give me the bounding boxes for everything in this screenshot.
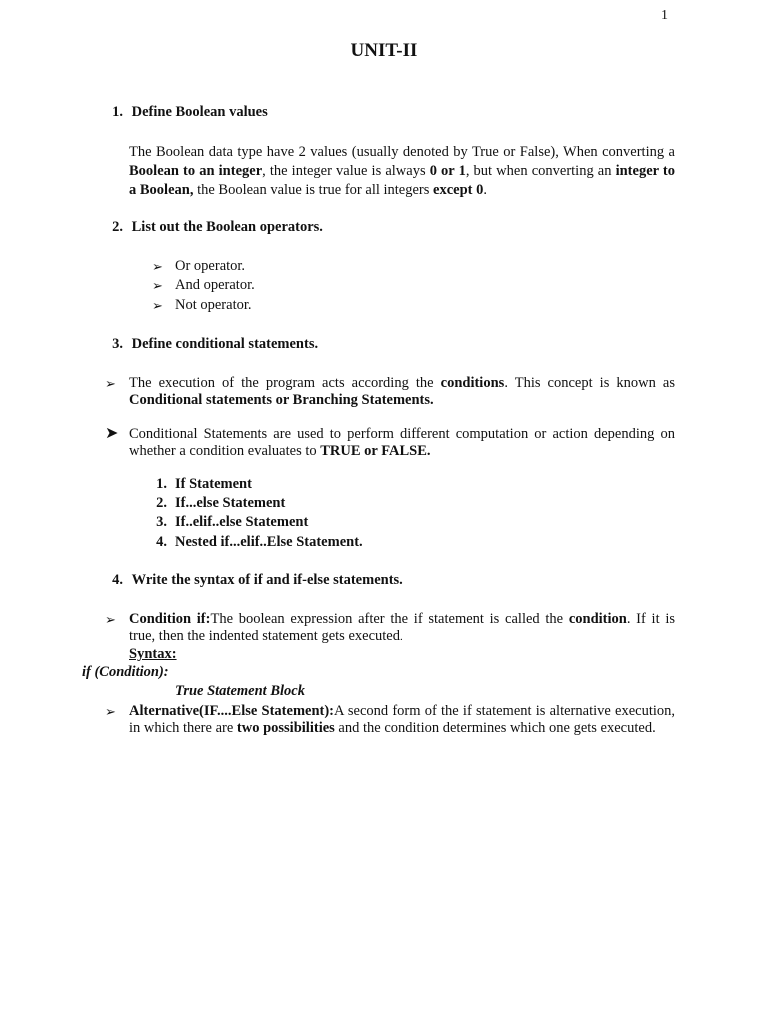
sublist-number: 4. bbox=[156, 534, 167, 550]
text: , but when converting an bbox=[465, 163, 616, 179]
bold-text: Alternative(IF....Else Statement): bbox=[129, 703, 335, 719]
question-heading-text: Write the syntax of if and if-else statements. bbox=[131, 572, 403, 588]
text: A second form of the if statement is alternative execution, in which there are bbox=[129, 703, 675, 736]
conditional-statements-paragraph bbox=[129, 426, 675, 460]
bold-text: 0 or 1 bbox=[429, 163, 466, 179]
text: Conditional Statements are used to perform different computation or action depending on whether a condition evaluates to bbox=[129, 426, 675, 459]
text: The execution of the program acts according the bbox=[129, 375, 441, 391]
bold-text: TRUE or FALSE. bbox=[320, 443, 431, 459]
text: The Boolean data type have 2 values (usually denoted by True or False), When converting a bbox=[129, 144, 675, 160]
bold-text: condition bbox=[568, 611, 627, 627]
operator-list-item: And operator. bbox=[175, 277, 255, 293]
boolean-values-paragraph bbox=[129, 143, 675, 200]
page-number: 1 bbox=[661, 8, 668, 23]
text: . This concept is known as bbox=[504, 375, 676, 391]
question-heading-text: Define Boolean values bbox=[131, 104, 268, 120]
arrowhead-bullet-icon: ➢ bbox=[105, 612, 116, 627]
sublist-item bbox=[151, 514, 308, 531]
conditions-paragraph bbox=[129, 375, 675, 409]
bold-text: integer to a Boolean, bbox=[129, 163, 675, 198]
bold-text: two possibilities bbox=[236, 720, 335, 736]
operator-list-item: Or operator. bbox=[175, 258, 246, 274]
arrowhead-bullet-icon: ➢ bbox=[152, 278, 163, 293]
syntax-label: Syntax: bbox=[129, 646, 177, 662]
sublist-item bbox=[151, 534, 363, 551]
syntax-code-line: if (Condition): bbox=[82, 664, 169, 680]
question-4-heading bbox=[101, 572, 403, 589]
sublist-number: 2. bbox=[156, 495, 167, 511]
question-heading-text: List out the Boolean operators. bbox=[131, 219, 323, 235]
question-3-heading bbox=[101, 336, 318, 353]
text: The boolean expression after the if statement is called the bbox=[210, 611, 569, 627]
text: . bbox=[483, 182, 487, 198]
question-number: 2. bbox=[112, 219, 123, 235]
question-1-heading bbox=[101, 104, 268, 121]
text: . If it is true, then the indented statement gets executed bbox=[129, 611, 675, 644]
syntax-code-line: True Statement Block bbox=[175, 683, 305, 699]
bold-text: Condition if: bbox=[129, 611, 211, 627]
text: , the integer value is always bbox=[262, 163, 430, 179]
text: the Boolean value is true for all integers bbox=[193, 182, 434, 198]
arrowhead-bullet-icon: ➢ bbox=[152, 259, 163, 274]
text: . bbox=[399, 631, 403, 643]
sublist-item bbox=[151, 476, 252, 493]
text: and the condition determines which one gets executed. bbox=[334, 720, 656, 736]
arrowhead-bullet-icon: ➢ bbox=[105, 376, 116, 391]
arrowhead-bullet-icon: ➢ bbox=[152, 298, 163, 313]
alternative-if-else-paragraph bbox=[129, 703, 675, 737]
sublist-item bbox=[151, 495, 285, 512]
condition-if-paragraph bbox=[129, 611, 675, 646]
arrowhead-bullet-icon: ➤ bbox=[105, 425, 119, 442]
sublist-label: If...else Statement bbox=[175, 495, 286, 511]
question-number: 4. bbox=[112, 572, 123, 588]
bold-text: Conditional statements or Branching Statements. bbox=[129, 392, 434, 408]
bold-text: conditions bbox=[440, 375, 505, 391]
sublist-number: 1. bbox=[156, 476, 167, 492]
question-2-heading bbox=[101, 219, 323, 236]
sublist-label: If Statement bbox=[175, 476, 252, 492]
sublist-label: Nested if...elif..Else Statement. bbox=[175, 534, 363, 550]
question-number: 3. bbox=[112, 336, 123, 352]
arrowhead-bullet-icon: ➢ bbox=[105, 704, 116, 719]
bold-text: except 0 bbox=[433, 182, 484, 198]
sublist-label: If..elif..else Statement bbox=[175, 514, 309, 530]
bold-text: Boolean to an integer bbox=[129, 163, 263, 179]
operator-list-item: Not operator. bbox=[175, 297, 252, 313]
page-title: UNIT-II bbox=[350, 40, 418, 61]
question-heading-text: Define conditional statements. bbox=[131, 336, 319, 352]
question-number: 1. bbox=[112, 104, 123, 120]
sublist-number: 3. bbox=[156, 514, 167, 530]
